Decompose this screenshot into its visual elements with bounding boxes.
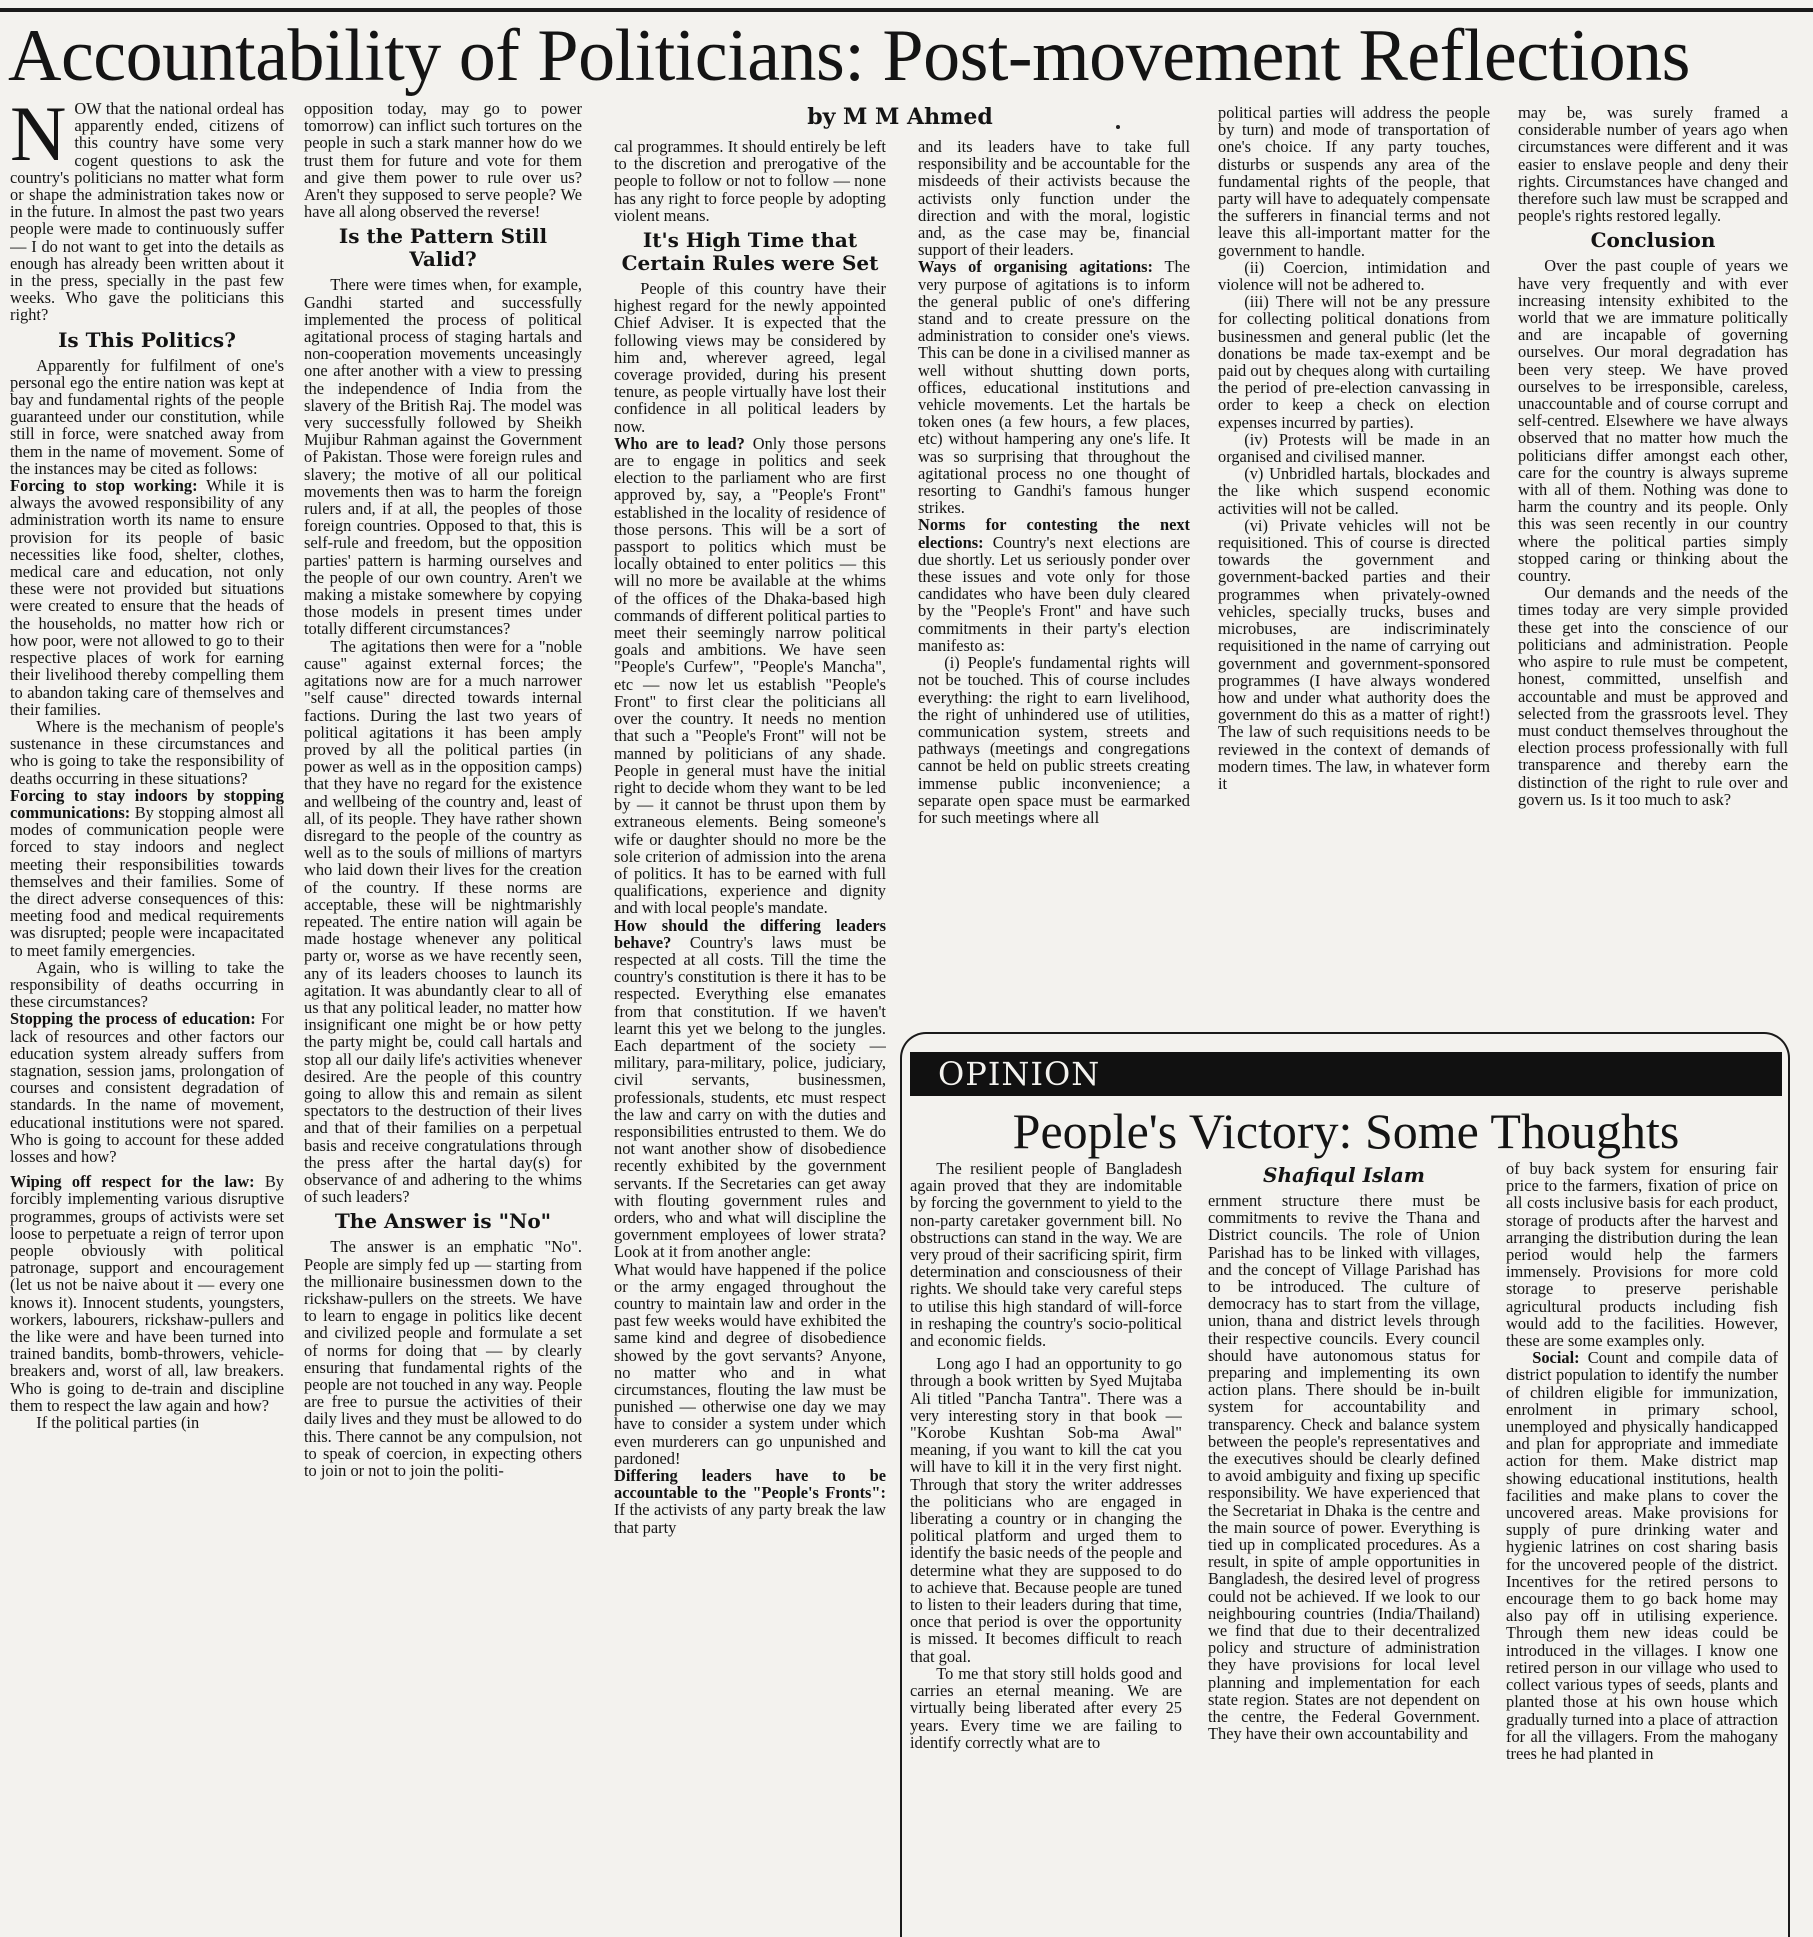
list-item: (ii) Coercion, intimidation and violence will not be adhered to. bbox=[1218, 257, 1490, 295]
run-in-head: Wiping off respect for the law: bbox=[10, 1172, 255, 1192]
paragraph: Again, who is willing to take the responsibility of deaths occurring in these circumstances? bbox=[10, 957, 284, 1012]
run-in-head: Norms for contesting the next elections: bbox=[918, 515, 1190, 552]
run-in-head: Ways of organising agitations: bbox=[918, 257, 1153, 277]
paragraph-text: Only those persons are to engage in politics and seek election to the parliament who are first approved by, say, a "People's Front" established in the locality of residence of those persons. This will be a sort of passport to politics which must be locally obtained to enter politics — this will no more be available at the whims of the offices of the Dhaka-based high commands of different political parties to meet their seemingly narrow political goals and ambitions. We have seen "People's Curfew", "People's Mancha", etc — now let us establish "People's Front" to first clear the politicians all over the country. It needs no mention that such a "People's Front" will not be manned by politicians of any shade. People in general must have the initial right to decide whom they want to be led by — it cannot be thrust upon them by extraneous elements. Being someone's wife or daughter should no more be the sole criterion of admission into the arena of politics. It has to be earned with full qualifications, experience and dignity and with local people's mandate. bbox=[614, 433, 886, 918]
paragraph: Long ago I had an opportunity to go through a book written by Syed Mujtaba Ali titled "Pancha Tantra". There was a very interesting story in that book — "Korobe Kushtan Sob-ma Awal" meaning, if you want to kill the cat you will have to kill it in the very first night. Through that story the writer addresses the politicians who are engaged in liberating a country or in changing the political platform and urged them to identify the basic needs of the people and determine what they are supposed to do to achieve that. Because people are tuned to listen to their leaders during that time, once that period is over the opportunity is missed. It becomes difficult to reach that goal. bbox=[910, 1354, 1182, 1666]
paragraph-text: For lack of resources and other factors our education system already suffers from stagnation, session jams, prolongation of courses and consistent degradation of standards. In the name of movement, educational institutions were not spared. Who is going to account for these added losses and how? bbox=[10, 1009, 284, 1166]
paragraph-text: Country's laws must be respected at all costs. Till the time the country's constitution is there it has to be respected. Everything else emanates from that constitution. If we haven't learnt this yet we belong to the jungles. Each department of the society — military, para-military, police, judiciary, civil servants, businessmen, professionals, students, etc must respect the law and carry on with the duties and responsibilities entrusted to them. We do not want another show of disobedience recently exhibited by the government servants. If the Secretaries can get away with flouting government rules and orders, who and what will discipline the government employees of lower strata? Look at it from another angle: bbox=[614, 932, 886, 1262]
opinion-byline: Shafiqul Islam bbox=[1263, 1163, 1425, 1187]
paragraph-norms bbox=[918, 516, 1190, 654]
subhead-is-this-politics: Is This Politics? bbox=[58, 327, 236, 352]
headline: Accountability of Politicians: Post-movement Reflections bbox=[8, 15, 1690, 97]
run-in-head: How should the differing leaders behave? bbox=[614, 915, 886, 952]
paragraph-text: By stopping almost all modes of communication people were forced to stay indoors and neglect meeting their responsibilities towards themselves and their families. Some of the direct adverse consequences of this: meeting food and medical requirements was disrupted; people were incapacitated to meet family emergencies. bbox=[10, 802, 284, 960]
paragraph: political parties will address the people by turn) and mode of transportation of one's choice. If any party touches, disturbs or suspends any area of the fundamental rights of the people, that party will have to adequately compensate the sufferers in financial terms and not leave this all-important matter for the government to handle. bbox=[1218, 104, 1490, 260]
paragraph-indoors bbox=[10, 787, 284, 959]
paragraph-differ bbox=[614, 1467, 886, 1536]
paragraph-forcing-work bbox=[10, 477, 284, 718]
run-in-head: Social: bbox=[1532, 1348, 1580, 1368]
list-item: (iv) Protests will be made in an organised and civilised manner. bbox=[1218, 429, 1490, 467]
paragraph: There were times when, for example, Gandhi started and successfully implemented the process of political agitational process of staging hartals and non-cooperation movements unceasingly one after another with a view to pressing the independence of India from the slavery of the British Raj. The model was very successfully followed by Sheikh Mujibur Rahman against the Government of Pakistan. Those were foreign rules and slavery; the motive of all our political movements then was to harm the foreign rulers and, if at all, the peoples of those foreign countries. Opposed to that, this is self-rule and freedom, but the opposition parties' pattern is harming ourselves and the people of our own country. Aren't we making a mistake somewhere by copying those models in present times under totally different circumstances? bbox=[304, 275, 582, 639]
opinion-column-3 bbox=[1506, 1160, 1778, 1933]
byline: by M M Ahmed bbox=[807, 104, 993, 130]
list-item: (v) Unbridled hartals, blockades and the like which suspend economic activities will not be called. bbox=[1218, 464, 1490, 518]
paragraph: People of this country have their highest regard for the newly appointed Chief Adviser. It is expected that the following views may be considered by him and, wherever agreed, legal coverage provided, during his present tenure, as people virtually have lost their confidence in all political leaders by now. bbox=[614, 279, 886, 436]
subhead-answer: The Answer is "No" bbox=[334, 1209, 552, 1234]
run-in-head: Forcing to stay indoors by stopping communications: bbox=[10, 785, 284, 822]
paragraph: If the political parties (in bbox=[36, 1413, 200, 1433]
drop-cap: N bbox=[10, 100, 67, 177]
paragraph-text: If the activists of any party break the law that party bbox=[614, 1500, 886, 1537]
article-column-3 bbox=[614, 138, 886, 1933]
run-in-head: Forcing to stop working: bbox=[10, 476, 198, 496]
article-column-2 bbox=[304, 100, 582, 1933]
paragraph: What would have happened if the police or the army engaged throughout the country to maintain law and order in the past few weeks would have exhibited the same kind and degree of disobedience showed by the govt servants? Anyone, no matter who and in what circumstances, flouting the law must be punished — otherwise one day we may have to consider a system under which even murderers can go unpunished and pardoned! bbox=[614, 1259, 886, 1468]
paragraph-respect bbox=[10, 1173, 284, 1414]
paragraph: The resilient people of Bangladesh again proved that they are indomitable by forcing the government to yield to the non-party caretaker government bill. No obstructions can stand in the way. We are very proud of their sacrificing spirit, firm determination and consciousness of their rights. We should take very careful steps to utilise this high standard of will-force in reshaping the country's socio-political and economic fields. bbox=[910, 1160, 1182, 1351]
paragraph-text: Count and compile data of district population to identify the number of children eligible for immunization, enrolment in primary school, unemployed and physically handicapped and plan for appropriate and immediate action for them. Make district map showing educational institutions, health facilities and make plans to cover the uncovered areas. Make provisions for supply of pure drinking water and hygienic latrines on cost sharing basis for the uncovered people of the district. Incentives for the retired persons to encourage them to go back home may also pay off in utilising experience. Through them new ideas could be introduced in the villages. I know one retired person in our village who used to collect various types of seeds, plants and planted those at his own house which gradually turned into a place of attraction for all the villagers. From the mahogany trees he had planted in bbox=[1506, 1348, 1778, 1763]
run-in-head: Stopping the process of education: bbox=[10, 1009, 256, 1029]
print-speck bbox=[1116, 125, 1120, 129]
subhead-high-time: It's High Time that Certain Rules were Set bbox=[621, 228, 879, 276]
paragraph: Over the past couple of years we have very frequently and with ever increasing intensity exhibited to the world that we are immature politically and are incapable of governing ourselves. Our moral degradation has been very steep. We have proved ourselves to be irresponsible, careless, unaccountable and of course corrupt and self-centred. Elsewhere we have always observed that no matter how much the politicians differ amongst each other, care for the country is always supreme with all of them. Nothing was done to harm the country and its people. Only this was seen recently in our country where the political parties simply stopped caring or thinking about the country. bbox=[1518, 256, 1788, 586]
paragraph-social bbox=[1506, 1349, 1778, 1762]
paragraph: The agitations then were for a "noble cause" against external forces; the agitations now are for a much narrower "self cause" directed towards internal factions. During the last two years of political agitations it has been amply proved by all the political parties (in power as well as in the opposition camps) that they have no regard for the existence and wellbeing of the country and, least of all, of its people. They have rather shown disregard to the people of the country as well as to the souls of millions of martyrs who laid down their lives for the creation of the country. If these norms are acceptable, these will be nightmarishly repeated. The entire nation will again be made hostage whenever any political party or, worse as we have recently seen, any of its leaders chooses to launch its agitation. It was abundantly clear to all of us that any political leader, no matter how insignificant one might be or how petty the party might be, could call hartals and stop all our daily life's activities whenever desired. Are the people of this country going to allow this and remain as silent spectators to the destruction of their lives and that of their families on a perpetual basis and receive congratulations through the press after the hartal day(s) for observance of and adhering to the whims of such leaders? bbox=[304, 636, 582, 1207]
article-column-4 bbox=[918, 138, 1190, 1028]
paragraph-text: While it is always the avowed responsibility of any administration worth its name to ensure provision for its people of basic necessities like food, shelter, clothes, medical care and education, not only these were not provided but situations were created to ensure that the heads of the households, no matter how rich or how poor, were not allowed to go to their respective places of work for earning their livelihood thereby compelling them to abandon taking care of themselves and their families. bbox=[10, 476, 284, 719]
paragraph: of buy back system for ensuring fair price to the farmers, fixation of price on all costs inclusive basis for each product, storage of products after the harvest and arranging the distribution during the lean period would help the farmers immensely. Provisions for more cold storage to preserve perishable agricultural products including fish would add to the facilities. However, these are some examples only. bbox=[1506, 1160, 1778, 1351]
list-item: (i) People's fundamental rights will not be touched. This of course includes everything: the right to earn livelihood, the right of unhindered use of utilities, communication system, streets and pathways (meetings and congregations cannot be held on public streets creating immense public inconvenience; a separate open space must be earmarked for such meetings where all bbox=[918, 653, 1190, 827]
list-item: (vi) Private vehicles will not be requisitioned. This of course is directed towards the government and government-backed parties and their programmes when privately-owned vehicles, specially trucks, buses and microbuses, are indiscriminately requisitioned in the name of carrying out government and government-sponsored programmes (I have always wondered how and under what authority does the government do this as a matter of right!) The law of such requisitions needs to be reviewed in the context of demands of modern times. The law, in whatever form it bbox=[1218, 515, 1490, 793]
paragraph: To me that story still holds good and carries an eternal meaning. We are virtually being liberated after every 25 years. Every time we are failing to identify correctly what are to bbox=[910, 1663, 1182, 1752]
run-in-head: Differing leaders have to be accountable to the "People's Fronts": bbox=[614, 1466, 886, 1503]
run-in-head: Who are to lead? bbox=[614, 433, 745, 453]
paragraph: and its leaders have to take full responsibility and be accountable for the misdeeds of their activists because the activists only function under the direction and with the moral, logistic and, as the case may be, financial support of their leaders. bbox=[918, 138, 1190, 260]
intro-paragraph: OW that the national ordeal has apparently ended, citizens of this country have some very cogent questions to ask the country's politicians no matter what form or shape the administration takes now or in the future. In almost the past two years people were made to continuously suffer — I do not want to get into the details as enough has already been written about it in the press, specially in the past few weeks. Who gave the politicians this right? bbox=[10, 100, 284, 325]
subhead-conclusion: Conclusion bbox=[1590, 228, 1716, 253]
article-column-6 bbox=[1518, 104, 1788, 1028]
list-item: (iii) There will not be any pressure for collecting political donations from businessmen and general public (let the donations be made tax-exempt and be paid out by cheques along with curtailing the period of pre-election canvassing in order to keep a check on election expenses incurred by parties). bbox=[1218, 292, 1490, 432]
opinion-column-2 bbox=[1208, 1192, 1480, 1933]
subhead-pattern: Is the Pattern Still Valid? bbox=[338, 224, 548, 272]
opinion-column-1 bbox=[910, 1160, 1182, 1933]
paragraph: opposition today, may go to power tomorrow) can inflict such tortures on the people in such a stark manner how do we trust them for future and vote for them and give them power to rule over us? Aren't they supposed to serve people? We have all along observed the reverse! bbox=[304, 100, 582, 222]
paragraph-education bbox=[10, 1010, 284, 1165]
paragraph-behave bbox=[614, 917, 886, 1261]
article-column-1 bbox=[10, 100, 284, 1933]
paragraph: Apparently for fulfilment of one's personal ego the entire nation was kept at bay and fundamental rights of the people guaranteed under our constitution, while still in force, were snatched away from them in the name of movement. Some of the instances may be cited as follows: bbox=[10, 355, 284, 478]
paragraph: The answer is an emphatic "No". People are simply fed up — starting from the millionaire businessmen down to the rickshaw-pullers on the streets. We have to learn to engage in politics like decent and civilized people and formulate a set of norms for doing that — by clearly ensuring that fundamental rights of the people are not touched in any way. People are free to pursue the activities of their daily lives and they must be allowed to do this. There cannot be any compulsion, not to speak of coercion, in expecting others to join or not to join the politi- bbox=[304, 1237, 582, 1481]
paragraph-text: Country's next elections are due shortly. Let us seriously ponder over these issues and vote only for those candidates who have been duly cleared by the "People's Front" and have such commitments in their party's election manifesto as: bbox=[918, 532, 1190, 655]
paragraph: Where is the mechanism of people's sustenance in these circumstances and who is going to take the responsibility of deaths occurring in these situations? bbox=[10, 716, 284, 788]
paragraph: Our demands and the needs of the times today are very simple provided these get into the conscience of our politicians and administration. People who aspire to rule must be competent, honest, committed, unselfish and accountable and must be approved and selected from the grassroots level. They must conduct themselves throughout the election process professionally with full transparence and thereby earn the distinction of the right to rule over and govern us. Is it too much to ask? bbox=[1518, 583, 1788, 809]
paragraph-text: By forcibly implementing various disruptive programmes, groups of activists were set loose to perpetuate a reign of terror upon people obviously with political patronage, support and encouragement (let us not be naive about it — every one knows it). Innocent students, youngsters, workers, labourers, rickshaw-pullers and the like were and have been turned into trained bandits, bomb-throwers, vehicle-breakers and, worst of all, law breakers. Who is going to de-train and discipline them to respect the law again and how? bbox=[10, 1172, 284, 1415]
opinion-headline: People's Victory: Some Thoughts bbox=[1012, 1103, 1680, 1159]
paragraph-lead bbox=[614, 435, 886, 917]
paragraph-text: The very purpose of agitations is to inform the general public of one's differing stand and to create pressure on the administration to consider one's views. This can be done in a civilised manner as well without shutting down ports, offices, educational institutions and vehicle movements. Let the hartals be token ones (a few hours, a few places, etc) without hampering any one's life. It was so surprising that throughout the agitational process no one thought of resorting to Gandhi's famous hunger strikes. bbox=[918, 257, 1190, 518]
paragraph-ways bbox=[918, 258, 1190, 516]
paragraph: cal programmes. It should entirely be left to the discretion and prerogative of the people to follow or not to follow — none has any right to force people by adopting violent means. bbox=[614, 138, 886, 225]
article-column-5 bbox=[1218, 104, 1490, 1028]
opinion-section-tag: OPINION bbox=[910, 1052, 1782, 1096]
paragraph: ernment structure there must be commitments to revive the Thana and District councils. The role of Union Parishad has to be linked with villages, and the concept of Village Parishad has to be introduced. The culture of democracy has to start from the village, union, thana and district levels through their respective councils. Every council should have autonomous status for preparing and implementing its own action plans. There should be in-built system for accountability and transparency. Check and balance system between the people's representatives and the executives should be clearly defined to avoid ambiguity and fixing up specific responsibility. We have experienced that the Secretariat in Dhaka is the centre and the main source of power. Everything is tied up in complicated procedures. As a result, in spite of ample opportunities in Bangladesh, the desired level of progress could not be achieved. If we look to our neighbouring countries (India/Thailand) we find that due to their decentralized policy and structure of administration they have provisions for local level planning and implementation for each state region. States are not dependent on the centre, the Federal Government. They have their own accountability and bbox=[1208, 1192, 1480, 1744]
paragraph: may be, was surely framed a considerable number of years ago when circumstances were different and it was easier to enslave people and deny their rights. Circumstances have changed and therefore such law must be scrapped and people's rights restored legally. bbox=[1518, 104, 1788, 226]
